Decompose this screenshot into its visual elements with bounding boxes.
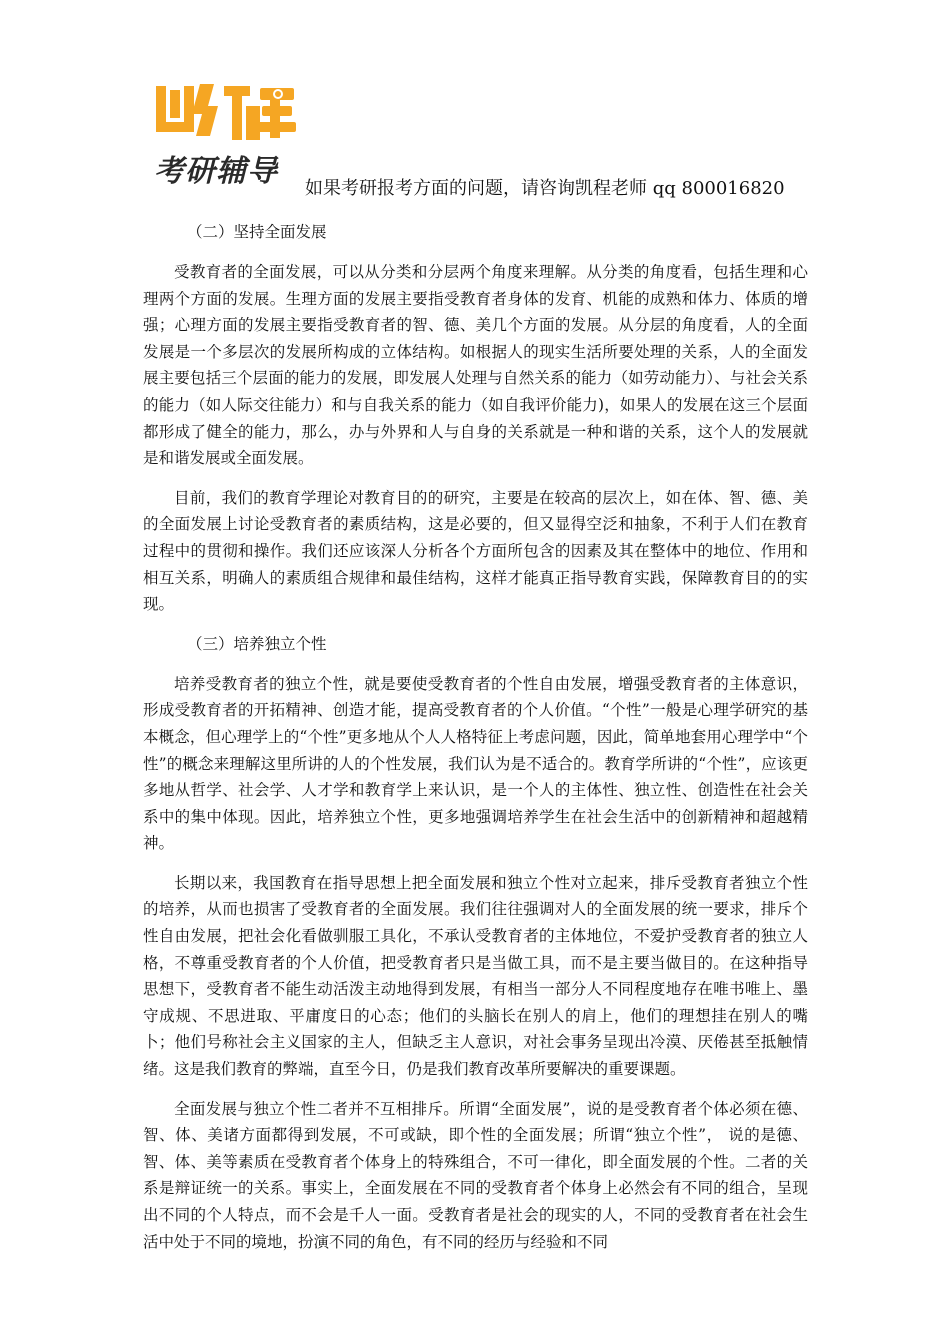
- contact-line: 如果考研报考方面的问题，请咨询凯程老师 qq 800016820: [305, 178, 785, 199]
- brand-logo: [150, 76, 300, 194]
- brand-logo-mark: [150, 76, 300, 150]
- paragraph: 全面发展与独立个性二者并不互相排斥。所谓“全面发展”，说的是受教育者个体必须在德、智、体、美诸方面都得到发展，不可或缺，即个性的全面发展；所谓“独立个性”， 说的是德、智、体、美等素质在受教育者个体身上的特殊组合，不可一律化，即全面发展的个性。二者的关系是辩证统一的关系。事实上，全面发展在不同的受教育者个体身上必然会有不同的组合，呈现出不同的个人特点，而不会是千人一面。受教育者是社会的现实的人，不同的受教育者在社会生活中处于不同的境地，扮演不同的角色，有不同的经历与经验和不同: [143, 1099, 808, 1251]
- paragraph: 受教育者的全面发展，可以从分类和分层两个角度来理解。从分类的角度看，包括生理和心理两个方面的发展。生理方面的发展主要指受教育者身体的发育、机能的成熟和体力、体质的增强；心理方面的发展主要指受教育者的智、德、美几个方面的发展。从分层的角度看，人的全面发展是一个多层次的发展所构成的立体结构。如根据人的现实生活所要处理的关系，人的全面发展主要包括三个层面的能力的发展，即发展人处理与自然关系的能力（如劳动能力）、与社会关系的能力（如人际交往能力）和与自我关系的能力（如自我评价能力)，如果人的发展在这三个层面都形成了健全的能力，那么，办与外界和人与自身的关系就是一种和谐的关系，这个人的发展就是和谐发展或全面发展。: [143, 263, 808, 468]
- brand-logo-subtitle: 考研辅导: [154, 154, 278, 189]
- section-heading: （二）坚持全面发展: [187, 223, 327, 241]
- section-heading: （三）培养独立个性: [187, 634, 327, 653]
- paragraph: 长期以来，我国教育在指导思想上把全面发展和独立个性对立起来，排斥受教育者独立个性的培养，从而也损害了受教育者的全面发展。我们往往强调对人的全面发展的统一要求，排斥个性自由发展，把社会化看做驯服工具化，不承认受教育者的主体地位，不爱护受教育者的独立人格，不尊重受教育者的个人价值，把受教育者只是当做工具，而不是主要当做目的。在这种指导思想下，受教育者不能生动活泼主动地得到发展，有相当一部分人不同程度地存在唯书唯上、墨守成规、不思进取、平庸度日的心态；他们的头脑长在别人的肩上，他们的理想挂在别人的嘴卜；他们号称社会主义国家的主人，但缺乏主人意识，对社会事务呈现出冷漠、厌倦甚至抵触情绪。这是我们教育的弊端，直至今日，仍是我们教育改革所要解决的重要课题。: [143, 873, 808, 1079]
- document-body: [143, 219, 808, 1268]
- paragraph: 目前，我们的教育学理论对教育目的的研究，主要是在较高的层次上，如在体、智、德、美的全面发展上讨论受教育者的素质结构，这是必要的，但又显得空泛和抽象，不利于人们在教育过程中的贯彻和操作。我们还应该深人分析各个方面所包含的因素及其在整体中的地位、作用和相互关系，明确人的素质组合规律和最佳结构，这样才能真正指导教育实践，保障教育目的的实现。: [143, 488, 808, 614]
- paragraph: 培养受教育者的独立个性，就是要使受教育者的个性自由发展，增强受教育者的主体意识，形成受教育者的开拓精神、创造才能，提高受教育者的个人价值。“个性”一般是心理学研究的基本概念，但心理学上的“个性”更多地从个人人格特征上考虑问题，因此，简单地套用心理学中“个性”的概念来理解这里所讲的人的个性发展，我们认为是不适合的。教育学所讲的“个性”，应该更多地从哲学、社会学、人才学和教育学上来认识，是一个人的主体性、独立性、创造性在社会关系中的集中体现。因此，培养独立个性，更多地强调培养学生在社会生活中的创新精神和超越精神。: [143, 674, 808, 853]
